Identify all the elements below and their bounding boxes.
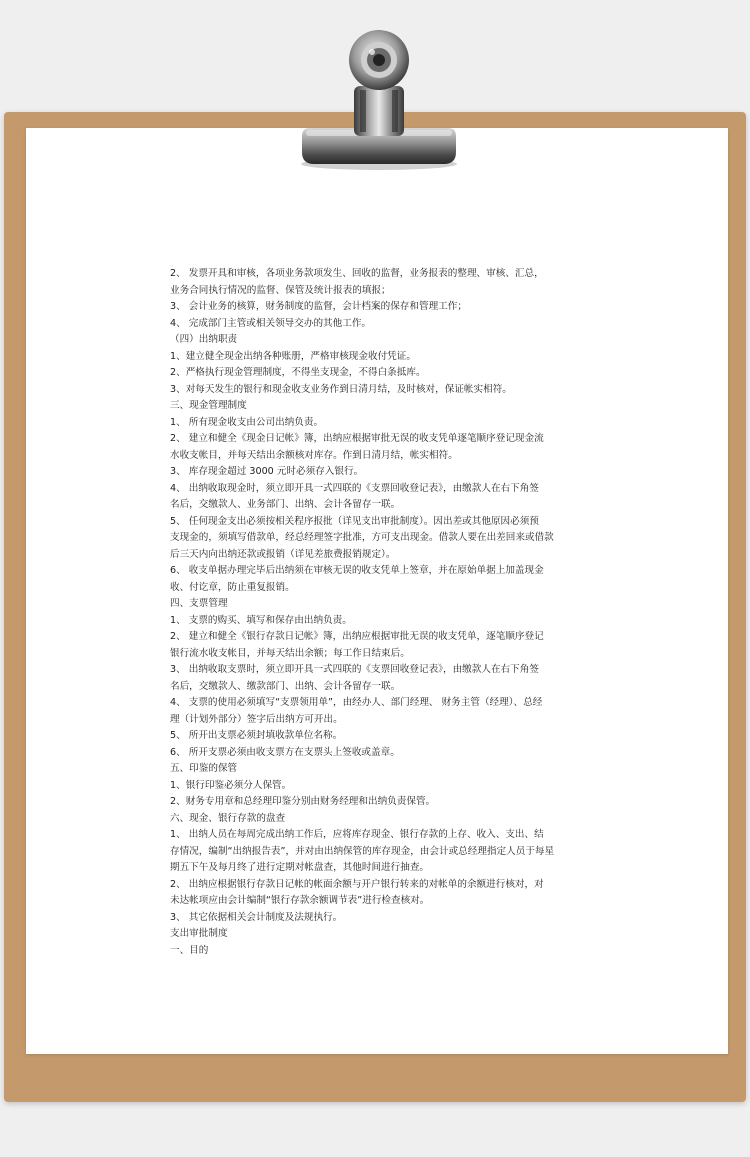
document-line: 2、财务专用章和总经理印鉴分别由财务经理和出纳负责保管。	[170, 796, 436, 807]
document-line: 银行流水收支帐目，并每天结出余额；每工作日结束后。	[170, 647, 410, 659]
document-line: 2、严格执行现金管理制度，不得坐支现金，不得白条抵库。	[170, 367, 426, 378]
document-line: 名后，交缴款人、业务部门、出纳、会计各留存一联。	[170, 499, 401, 510]
document-line: （四）出纳职责	[170, 334, 238, 345]
document-line: 未达帐项应由会计编制“银行存款余额调节表”进行检查核对。	[170, 895, 430, 906]
document-line: 4、 完成部门主管或相关领导交办的其他工作。	[170, 317, 372, 329]
document-line: 1、建立健全现金出纳各种账册，严格审核现金收付凭证。	[170, 350, 416, 362]
document-line: 存情况，编制“出纳报告表”，并对由出纳保管的库存现金，由会计或总经理指定人员于每星	[170, 845, 555, 857]
document-line: 4、 出纳收取现金时，须立即开具一式四联的《支票回收登记表》，由缴款人在右下角签	[170, 482, 539, 494]
document-line: 5、 所开出支票必须封填收款单位名称。	[170, 730, 343, 741]
document-line: 期五下午及每月终了进行定期对帐盘查，其他时间进行抽查。	[170, 862, 430, 873]
document-line: 六、现金、银行存款的盘查	[170, 812, 286, 824]
document-line: 1、 出纳人员在每周完成出纳工作后，应将库存现金、银行存款的上存、收入、支出、结	[170, 829, 544, 840]
document-line: 4、 支票的使用必须填写“支票领用单”，由经办人、部门经理、 财务主管（经理）、总经	[170, 697, 543, 708]
document-line: 2、 发票开具和审核，各项业务款项发生、回收的监督，业务报表的整理、审核、汇总，	[170, 268, 544, 279]
document-line: 理（计划外部分）签字后出纳方可开出。	[170, 713, 343, 725]
document-line: 5、 任何现金支出必须按相关程序报批（详见支出审批制度）。因出差或其他原因必须预	[170, 515, 539, 527]
binder-clip-icon	[296, 24, 462, 172]
document-line: 3、 出纳收取支票时，须立即开具一式四联的《支票回收登记表》，由缴款人在右下角签	[170, 664, 539, 675]
document-line: 3、 其它依据相关会计制度及法规执行。	[170, 911, 343, 923]
document-line: 6、 所开支票必须由收支票方在支票头上签收或盖章。	[170, 746, 400, 758]
document-line: 3、 库存现金超过 3000 元时必须存入银行。	[170, 466, 364, 477]
document-line: 支现金的，须填写借款单，经总经理签字批准，方可支出现金。借款人要在出差回来或借款	[170, 532, 554, 543]
document-line: 1、 所有现金收支由公司出纳负责。	[170, 416, 324, 428]
document-line: 五、印鉴的保管	[170, 763, 238, 774]
document-line: 2、 出纳应根据银行存款日记帐的帐面余额与开户银行转来的对帐单的余额进行核对，对	[170, 878, 544, 890]
document-line: 2、 建立和健全《现金日记帐》簿，出纳应根据审批无误的收支凭单逐笔顺序登记现金流	[170, 433, 544, 444]
document-line: 1、 支票的购买、填写和保存由出纳负责。	[170, 614, 352, 626]
document-line: 后三天内向出纳还款或报销（详见差旅费报销规定）。	[170, 548, 396, 560]
document-line: 四、支票管理	[170, 598, 228, 609]
document-line: 水收支帐目，并每天结出余额核对库存。作到日清月结，帐实相符。	[170, 449, 458, 461]
document-line: 一、目的	[170, 944, 209, 956]
document-line: 1、银行印鉴必须分人保管。	[170, 779, 292, 791]
document-body	[170, 266, 585, 959]
document-line: 名后，交缴款人、缴款部门、出纳、会计各留存一联。	[170, 680, 401, 692]
document-line: 3、对每天发生的银行和现金收支业务作到日清月结，及时核对，保证帐实相符。	[170, 383, 512, 395]
document-line: 3、 会计业务的核算，财务制度的监督，会计档案的保存和管理工作；	[170, 301, 467, 312]
document-line: 6、 收支单据办理完毕后出纳须在审核无误的收支凭单上签章，并在原始单据上加盖现金	[170, 565, 544, 576]
document-line: 支出审批制度	[170, 928, 228, 939]
document-line: 2、 建立和健全《银行存款日记帐》簿，出纳应根据审批无误的收支凭单，逐笔顺序登记	[170, 631, 544, 642]
document-line: 收、付讫章，防止重复报销。	[170, 581, 295, 593]
document-line: 业务合同执行情况的监督、保管及统计报表的填报；	[170, 284, 391, 296]
document-line: 三、现金管理制度	[170, 400, 247, 411]
